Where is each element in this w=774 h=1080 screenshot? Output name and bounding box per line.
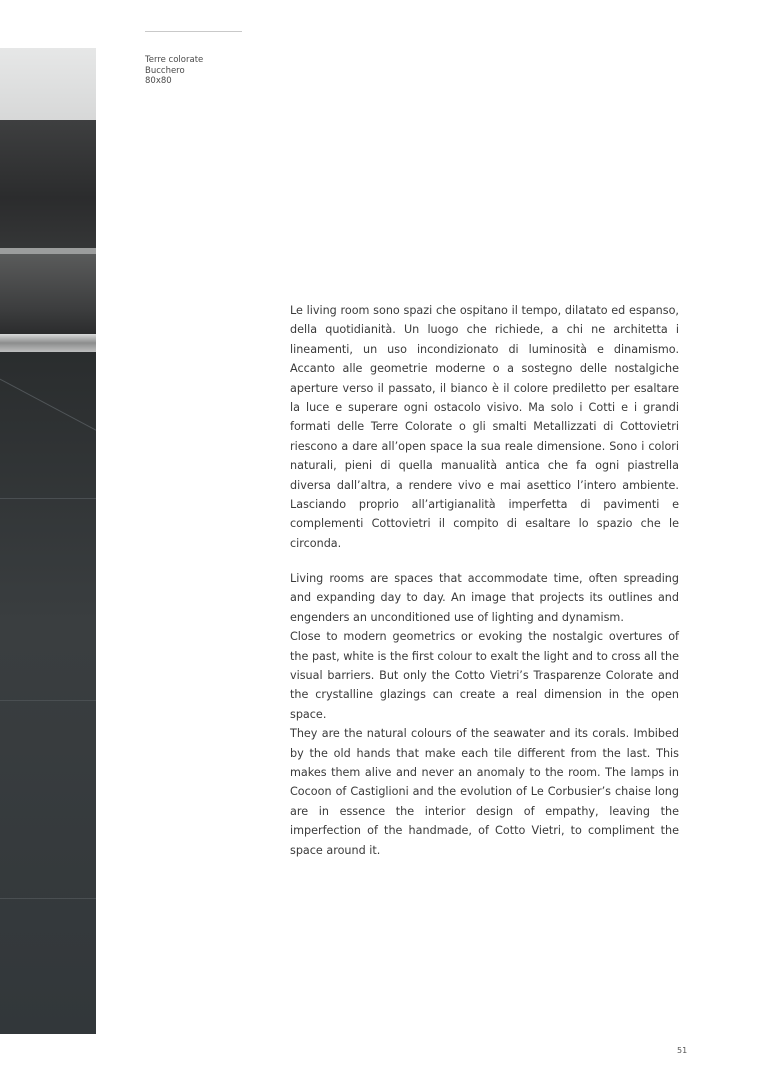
photo-wall	[0, 48, 96, 120]
english-paragraph-3: They are the natural colours of the seawater and its corals. Imbibed by the old hands that make each tile different from the last. This makes them alive and never an anomaly to the room. The lamps in Cocoon of Castiglioni and the evolution of Le Corbusier’s chaise long are in essence the interior design of empathy, leaving the imperfection of the handmade, of Cotto Vietri, to compliment the space around it.	[290, 727, 679, 857]
caption-collection: Terre colorate	[145, 55, 204, 65]
interior-photo	[0, 48, 96, 1034]
photo-sofa-seat	[0, 254, 96, 334]
photo-sofa-rail	[0, 334, 96, 352]
page-number: 51	[677, 1046, 688, 1055]
english-text-block	[290, 569, 679, 860]
photo-floor	[0, 352, 96, 1034]
english-paragraph-2: Close to modern geometrics or evoking the nostalgic overtures of the past, white is the first colour to exalt the light and to cross all the visual barriers. But only the Cotto Vietri’s Trasparenze Colorate and the crystalline glazings can create a real dimension in the open space.	[290, 630, 679, 721]
top-rule	[145, 31, 242, 32]
caption-size: 80x80	[145, 76, 172, 86]
photo-sofa-back	[0, 120, 96, 250]
photo-tile-line	[0, 498, 96, 499]
photo-caption	[145, 55, 203, 87]
photo-tile-line	[0, 700, 96, 701]
italian-text-block	[290, 301, 679, 553]
photo-tile-line	[0, 898, 96, 899]
english-paragraph-1: Living rooms are spaces that accommodate time, often spreading and expanding day to day. An image that projects its outlines and engenders an unconditioned use of lighting and dynamism.	[290, 572, 679, 624]
caption-color: Bucchero	[145, 65, 185, 76]
italian-paragraph: Le living room sono spazi che ospitano il tempo, dilatato ed espanso, della quotidianità. Un luogo che richiede, a chi ne architetta i lineamenti, un uso incondizionato di luminosità e dinamismo. Accanto alle geometrie moderne o a sostegno delle nostalgiche aperture verso il passato, il bianco è il colore prediletto per esaltare la luce e superare ogni ostacolo visivo. Ma solo i Cotti e i grandi formati delle Terre Colorate o gli smalti Metallizzati di Cottovietri riescono a dare all’open space la sua reale dimensione. Sono i colori naturali, pieni di quella manualità antica che fa ogni piastrella diversa dall’altra, a rendere vivo e mai asettico l’intero ambiente. Lasciando proprio all’artigianalità imperfetta di pavimenti e complementi Cottovietri il compito di esaltare lo spazio che le circonda.	[290, 304, 679, 550]
